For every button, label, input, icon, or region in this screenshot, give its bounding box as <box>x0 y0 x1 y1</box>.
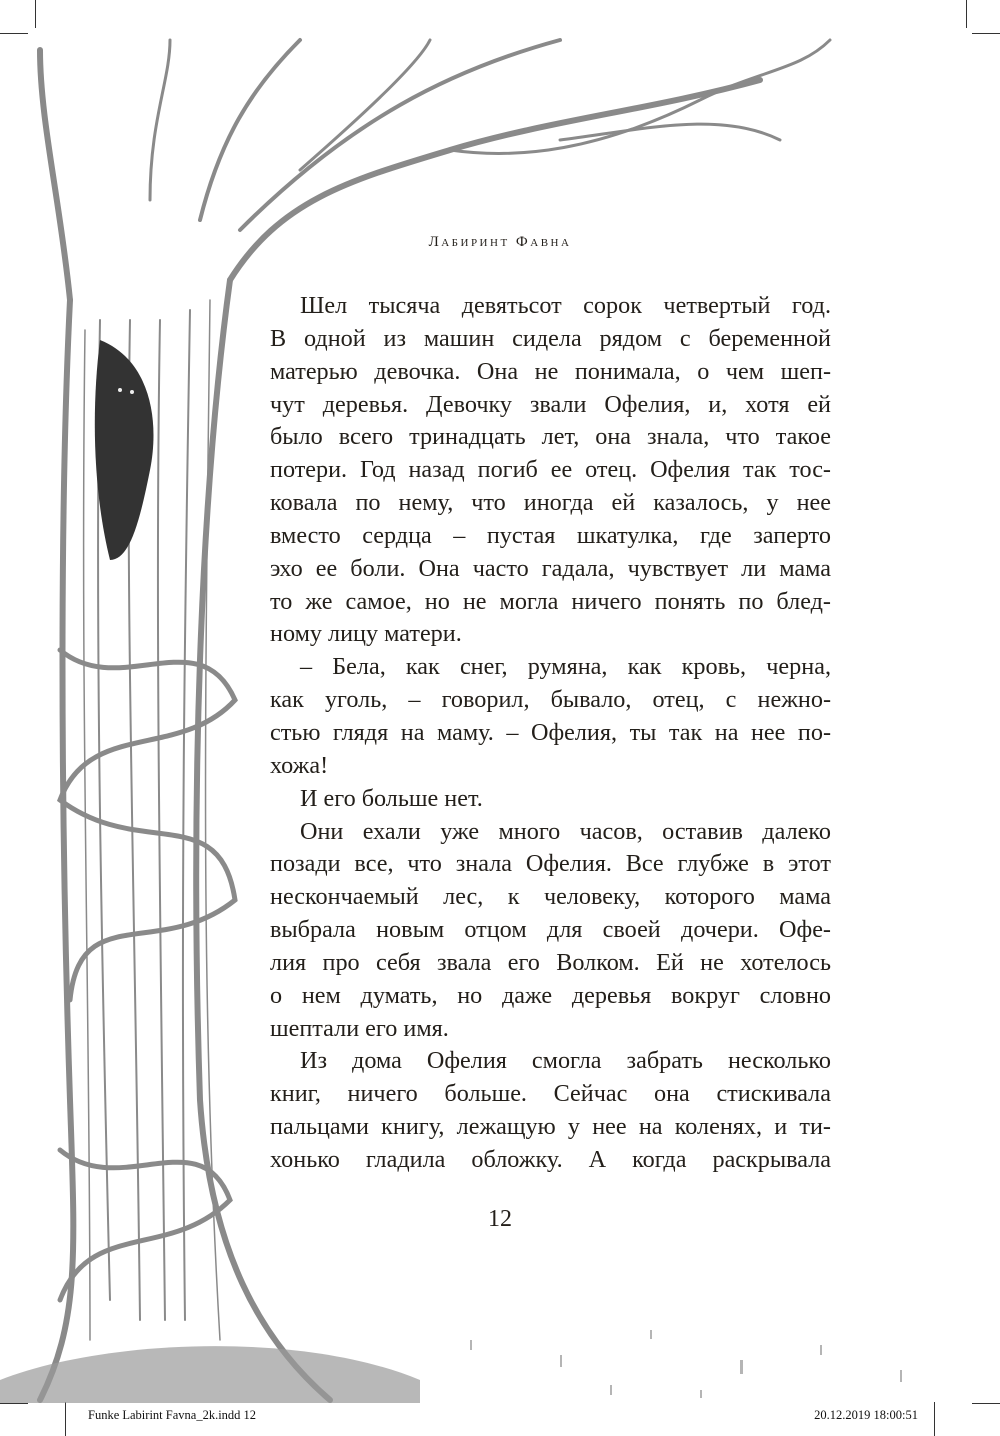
text-line: то же самое, но не могла ничего понять по блед- <box>270 587 831 615</box>
slug-datetime: 20.12.2019 18:00:51 <box>814 1408 918 1422</box>
text-line: как уголь, – говорил, бывало, отец, с нежно- <box>270 686 831 714</box>
text-line: вместо сердца – пустая шкатулка, где заперто <box>270 521 831 549</box>
text-line: матерью девочка. Она не понимала, о чем шеп- <box>270 357 831 385</box>
text-line: В одной из машин сидела рядом с беременной <box>270 324 831 352</box>
text-line: эхо ее боли. Она часто гадала, чувствует ли мама <box>270 554 831 582</box>
text-line: о нем думать, но даже деревья вокруг словно <box>270 981 831 1009</box>
text-line: было всего тринадцать лет, она знала, что такое <box>270 423 831 451</box>
crop-mark <box>65 1402 66 1436</box>
text-line: хожа! <box>270 751 329 779</box>
text-line: пальцами книгу, лежащую у нее на коленях, и ти- <box>270 1113 831 1141</box>
text-line: – Бела, как снег, румяна, как кровь, черна, <box>300 653 831 681</box>
text-line: лия про себя звала его Волком. Ей не хотелось <box>270 948 831 976</box>
text-line: хонько гладила обложку. А когда раскрывала <box>270 1145 831 1173</box>
text-line: Из дома Офелия смогла забрать несколько <box>300 1047 831 1075</box>
crop-mark <box>0 1403 28 1404</box>
text-line: нескончаемый лес, к человеку, которого мама <box>270 883 831 911</box>
text-line: Шел тысяча девятьсот сорок четвертый год. <box>300 292 831 319</box>
crop-mark <box>934 1402 935 1436</box>
text-line: ковала по нему, что иногда ей казалось, у нее <box>270 489 831 517</box>
text-line: позади все, что знала Офелия. Все глубже в этот <box>270 850 831 878</box>
text-line: ному лицу матери. <box>270 620 462 648</box>
text-line: выбрала новым отцом для своей дочери. Офе- <box>270 916 831 944</box>
text-line: И его больше нет. <box>300 784 483 812</box>
text-line: чут деревья. Девочку звали Офелия, и, хотя ей <box>270 390 831 418</box>
crop-mark <box>972 1403 1000 1404</box>
text-line: шептали его имя. <box>270 1014 449 1042</box>
slug-filename: Funke Labirint Favna_2k.indd 12 <box>88 1408 257 1422</box>
text-line: книг, ничего больше. Сейчас она стискивала <box>270 1080 831 1108</box>
running-head: Лабиринт Фавна <box>428 234 572 250</box>
body-text <box>270 290 831 1177</box>
text-line: потери. Год назад погиб ее отец. Офелия так тос- <box>270 456 831 484</box>
text-line: Они ехали уже много часов, оставив далеко <box>300 817 831 845</box>
text-line: стью глядя на маму. – Офелия, ты так на нее по- <box>270 718 831 746</box>
page-number: 12 <box>488 1206 512 1232</box>
